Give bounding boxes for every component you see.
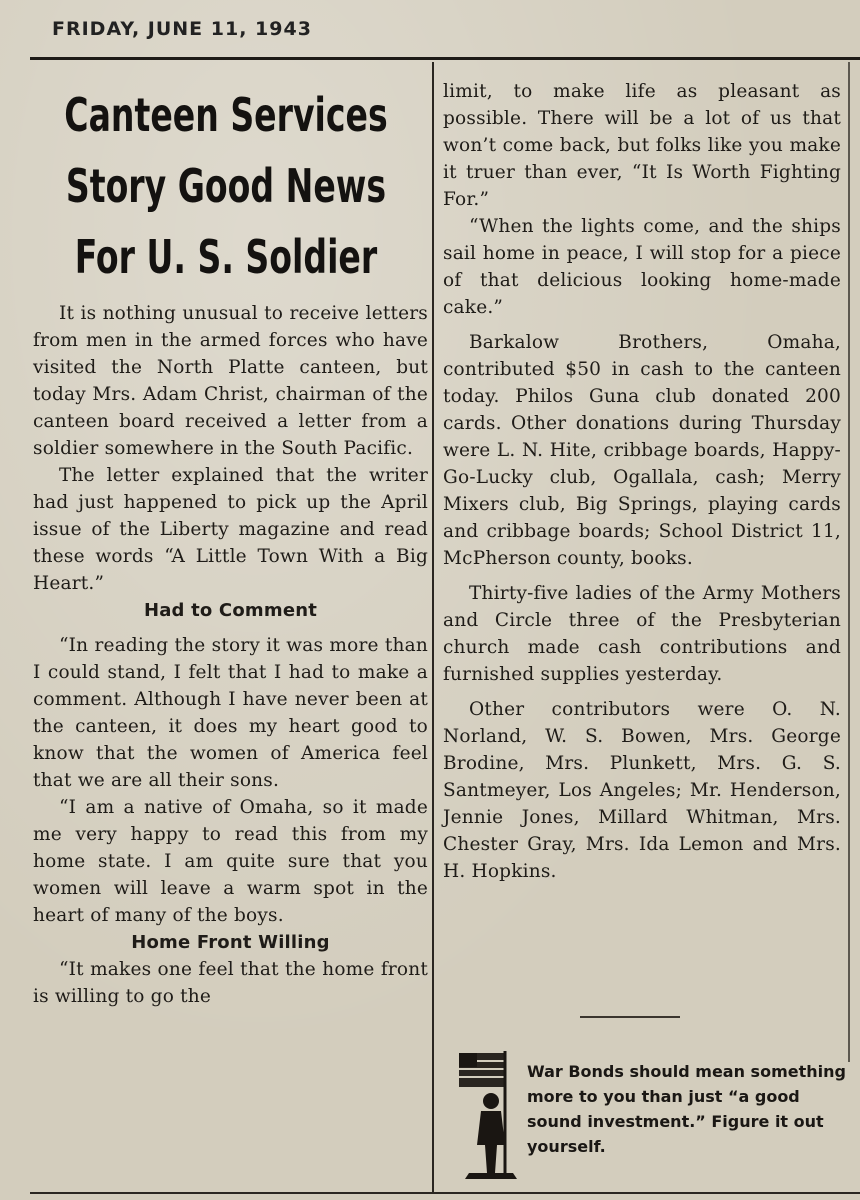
bottom-rule xyxy=(30,1192,860,1194)
left-column xyxy=(33,300,428,1010)
article-paragraph: “I am a native of Omaha, so it made me very happy to read this from my home state. I am quite sure that you women will leave a warm spot in the heart of many of the boys. xyxy=(33,797,428,926)
right-column xyxy=(443,78,841,885)
subheading-home-front-willing: Home Front Willing xyxy=(131,932,330,953)
article-paragraph: “In reading the story it was more than I could stand, I felt that I had to make a comment. Although I have never been at the canteen, it does my heart good to know that the women of America feel that we are all their sons. xyxy=(33,635,428,791)
column-rule xyxy=(432,62,434,1192)
article-paragraph: “When the lights come, and the ships sail home in peace, I will stop for a piece of that delicious looking home-made cake.” xyxy=(443,216,841,318)
war-bonds-slogan: War Bonds should mean something more to you than just “a good sound investment.” Figure it out yourself. xyxy=(527,1062,846,1156)
headline xyxy=(28,80,424,293)
article-paragraph: Thirty-five ladies of the Army Mothers and Circle three of the Presbyterian church made cash contributions and furnished supplies yesterday. xyxy=(443,583,841,685)
article-paragraph: limit, to make life as pleasant as possible. There will be a lot of us that won’t come back, but folks like you make it truer than ever, “It Is Worth Fighting For.” xyxy=(443,81,841,210)
headline-line-1: Canteen Services xyxy=(64,88,388,142)
article-paragraph: The letter explained that the writer had just happened to pick up the April issue of the Liberty magazine and read these words “A Little Town With a Big Heart.” xyxy=(33,465,428,594)
dateline: FRIDAY, JUNE 11, 1943 xyxy=(52,18,312,40)
article-paragraph: Other contributors were O. N. Norland, W. S. Bowen, Mrs. George Brodine, Mrs. Plunkett, Mrs. G. S. Santmeyer, Los Angeles; Mr. Henderson, Jennie Jones, Millard Whitman, Mrs. Chester Gray, Mrs. Ida Lemon and Mrs. H. Hopkins. xyxy=(443,699,841,882)
top-rule xyxy=(30,57,860,60)
article-paragraph: “It makes one feel that the home front is willing to go the xyxy=(33,959,428,1007)
headline-line-2: Story Good News xyxy=(65,159,387,213)
subheading-had-to-comment: Had to Comment xyxy=(143,600,318,621)
section-divider xyxy=(580,1016,680,1018)
right-column-rule xyxy=(848,62,850,1062)
article-paragraph: It is nothing unusual to receive letters from men in the armed forces who have visited the North Platte canteen, but today Mrs. Adam Christ, chairman of the canteen board received a letter from a soldier somewhere in the South Pacific. xyxy=(33,303,428,459)
article-paragraph: Barkalow Brothers, Omaha, contributed $50 in cash to the canteen today. Philos Guna club donated 200 cards. Other donations during Thursday were L. N. Hite, cribbage boards, Happy-Go-Lucky club, Ogallala, cash; Merry Mixers club, Big Springs, playing cards and cribbage boards; School District 11, McPherson county, books. xyxy=(443,332,841,569)
headline-line-3: For U. S. Soldier xyxy=(74,230,378,284)
war-bonds-ad xyxy=(455,1045,850,1185)
soldier-flag-icon xyxy=(455,1045,535,1180)
